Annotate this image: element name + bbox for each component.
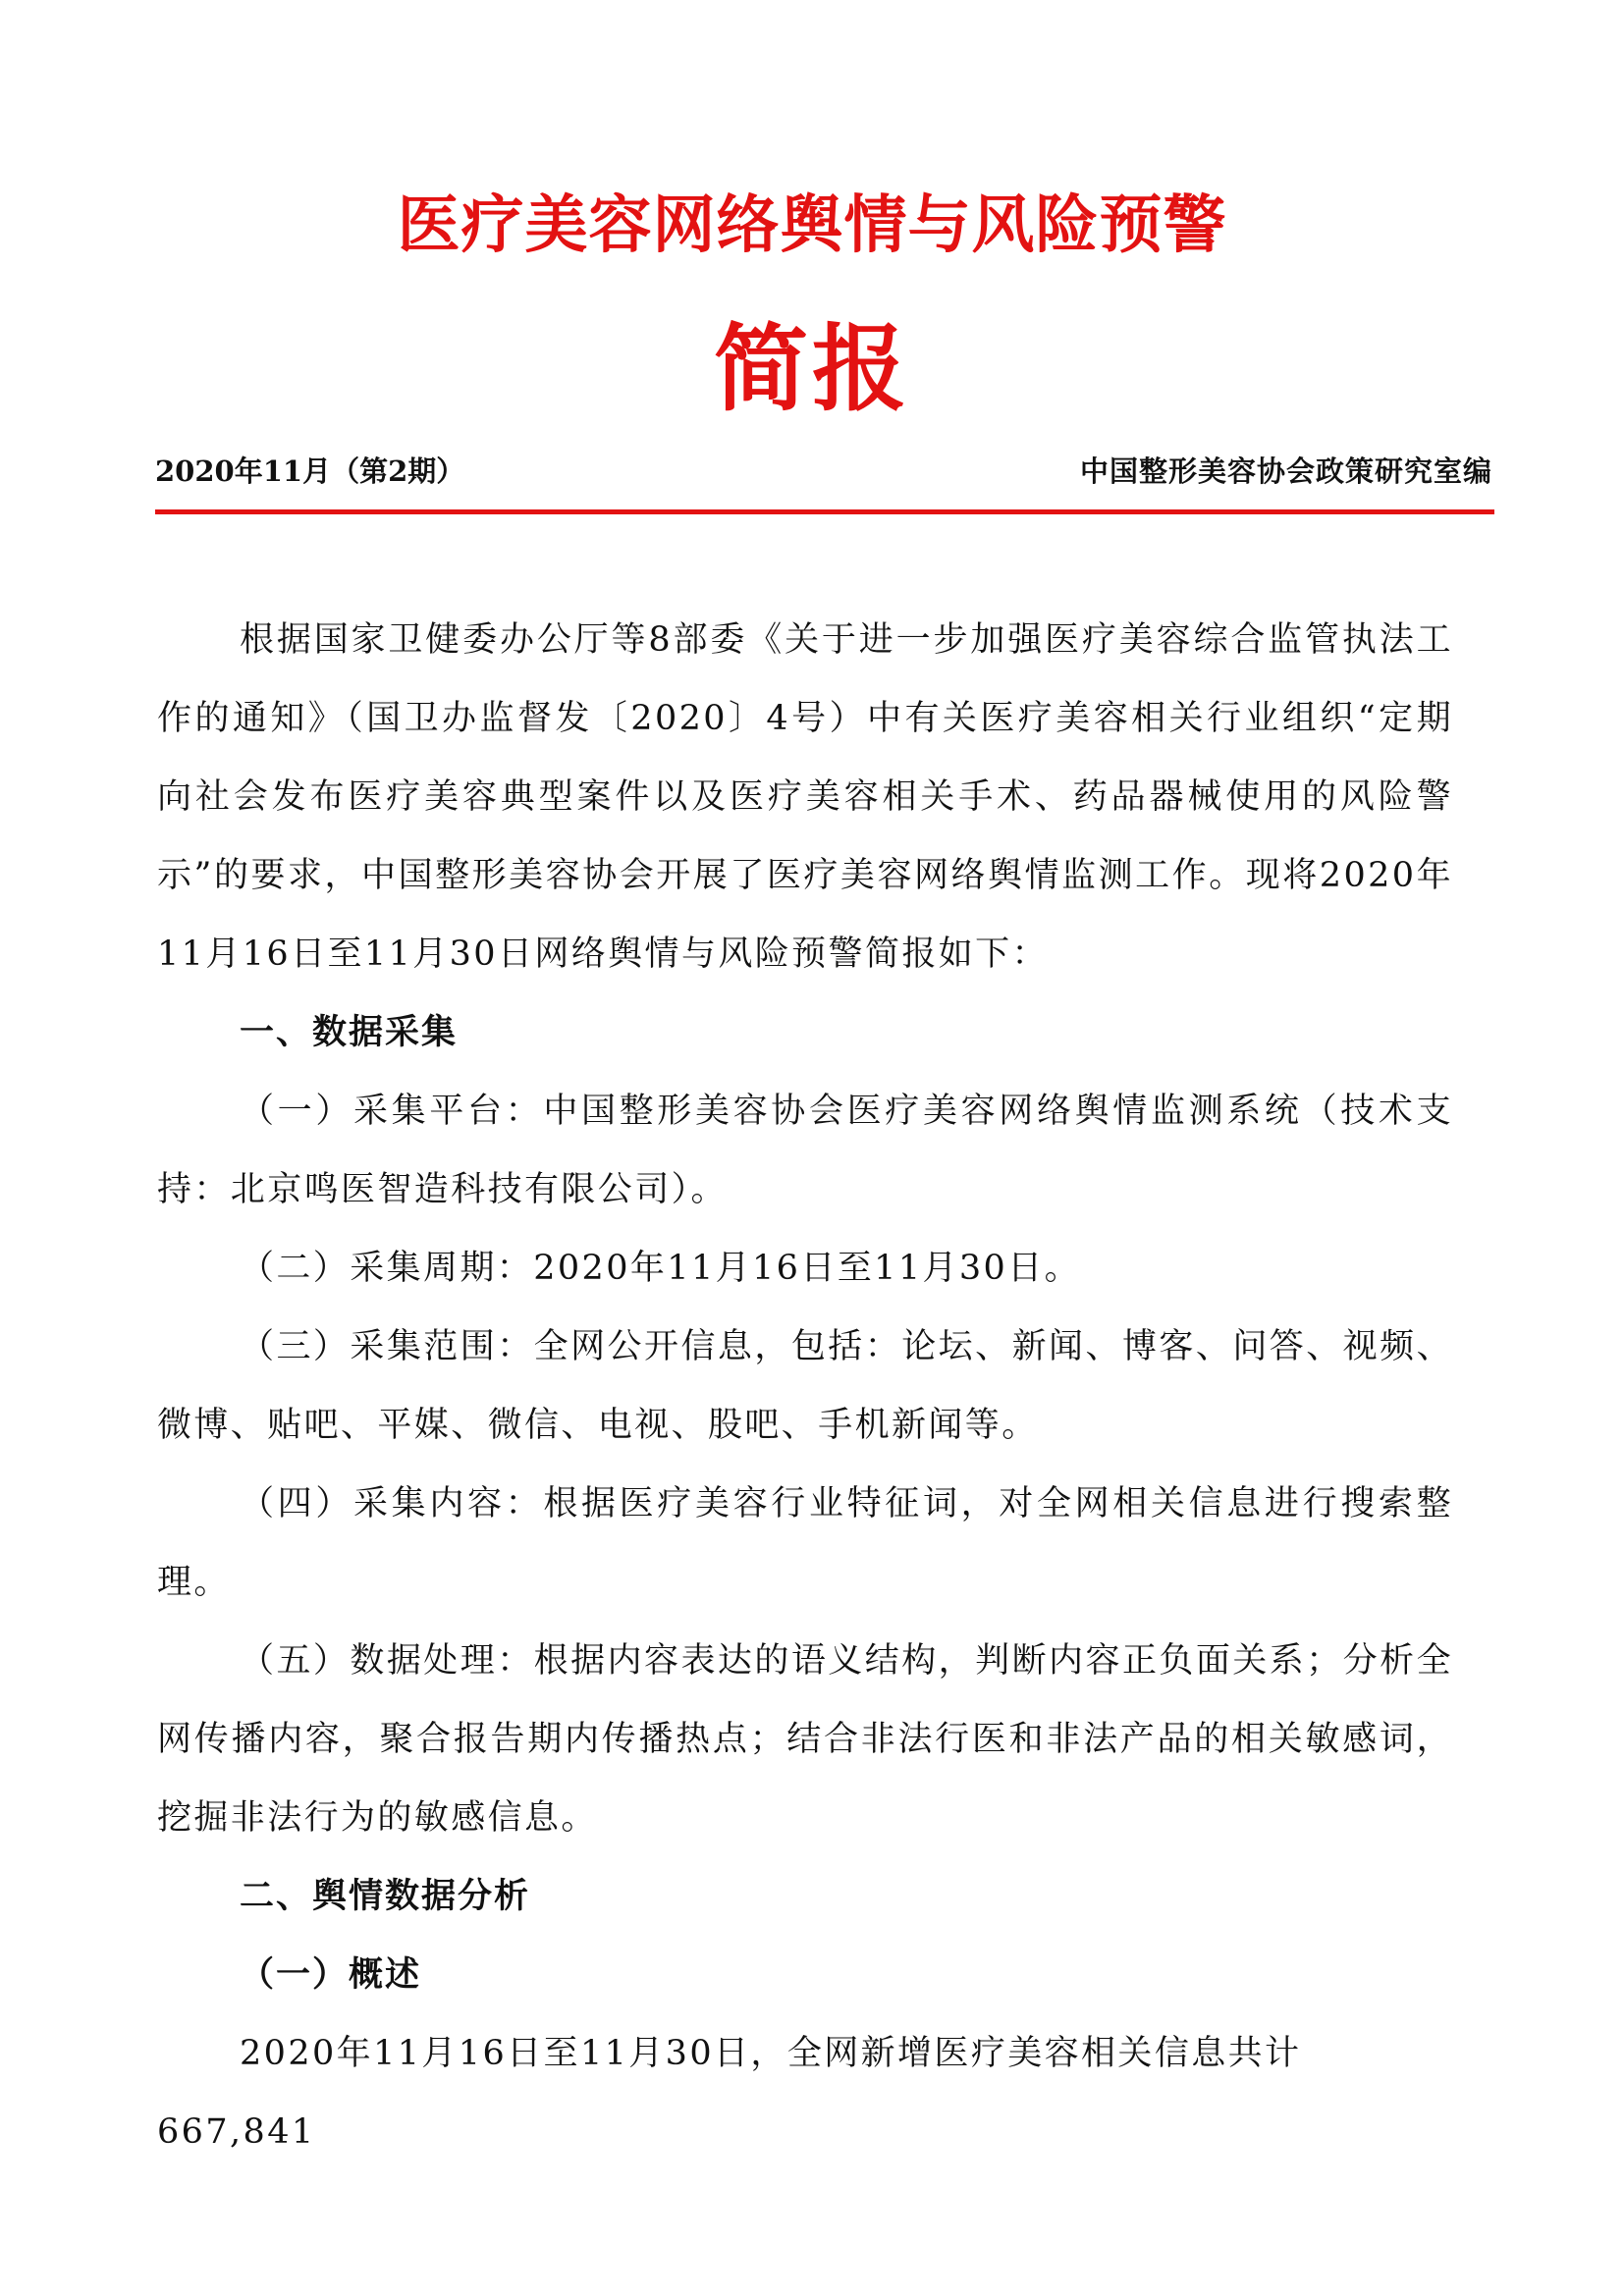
subsection-heading-overview: （一）概述	[240, 1955, 422, 1995]
issue-meta-row	[155, 450, 1492, 489]
paragraph-scope: （三）采集范围：全网公开信息，包括：论坛、新闻、博客、问答、视频、微博、贴吧、平媒、微信、电视、股吧、手机新闻等。	[157, 1327, 1453, 1445]
issue-number: 2020年11月（第2期）	[155, 454, 465, 488]
paragraph-processing: （五）数据处理：根据内容表达的语义结构，判断内容正负面关系；分析全网传播内容，聚合报告期内传播热点；结合非法行医和非法产品的相关敏感词，挖掘非法行为的敏感信息。	[157, 1641, 1453, 1838]
document-subtitle: 简报	[714, 314, 910, 424]
document-title: 医疗美容网络舆情与风险预警	[397, 189, 1227, 262]
paragraph-overview: 2020年11月16日至11月30日，全网新增医疗美容相关信息共计667,841	[157, 2034, 1302, 2152]
paragraph-period: （二）采集周期：2020年11月16日至11月30日。	[240, 1249, 1082, 1288]
section-heading-analysis: 二、舆情数据分析	[240, 1877, 531, 1916]
section-heading-data-collection: 一、数据采集	[240, 1013, 459, 1052]
document-body	[157, 601, 1453, 2171]
paragraph-platform: （一）采集平台：中国整形美容协会医疗美容网络舆情监测系统（技术支持：北京鸣医智造科技有限公司）。	[157, 1092, 1453, 1209]
paragraph-content: （四）采集内容：根据医疗美容行业特征词，对全网相关信息进行搜索整理。	[157, 1484, 1453, 1602]
intro-paragraph: 根据国家卫健委办公厅等8部委《关于进一步加强医疗美容综合监管执法工作的通知》（国卫办监督发〔2020〕4号）中有关医疗美容相关行业组织“定期向社会发布医疗美容典型案件以及医疗美容相关手术、药品器械使用的风险警示”的要求，中国整形美容协会开展了医疗美容网络舆情监测工作。现将2020年11月16日至11月30日网络舆情与风险预警简报如下：	[157, 620, 1453, 974]
red-divider	[155, 509, 1494, 514]
editor-credit: 中国整形美容协会政策研究室编	[1079, 454, 1492, 488]
